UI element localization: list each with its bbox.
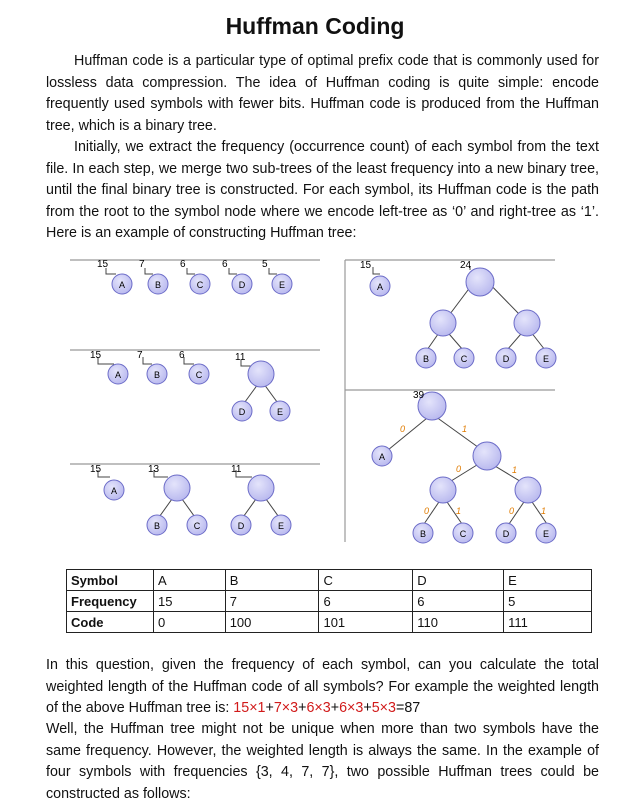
formula-term: 15×1 xyxy=(233,700,266,717)
internal-node xyxy=(248,475,274,501)
weight-label: 5 xyxy=(262,259,268,270)
table-cell: 6 xyxy=(319,591,413,612)
node-label: E xyxy=(276,407,284,417)
step4-forest xyxy=(360,260,556,368)
node-label: C xyxy=(195,370,203,380)
table-cell: 0 xyxy=(154,612,226,633)
table-cell: A xyxy=(154,570,226,591)
table-cell: 111 xyxy=(504,612,592,633)
tree-node xyxy=(97,259,132,294)
edge-label: 1 xyxy=(456,506,462,516)
row-header: Frequency xyxy=(67,591,154,612)
table-cell: 7 xyxy=(225,591,319,612)
tree-node xyxy=(139,259,168,294)
node-label: D xyxy=(238,407,246,417)
node-label: D xyxy=(502,529,510,539)
weight-label: 11 xyxy=(235,352,246,363)
weight-label: 15 xyxy=(90,350,102,361)
weight-label: 11 xyxy=(231,464,242,475)
table-row xyxy=(67,612,592,633)
page-title: Huffman Coding xyxy=(225,13,405,39)
weight-label: 15 xyxy=(90,464,102,475)
node-label: E xyxy=(542,354,550,364)
internal-node xyxy=(514,310,540,336)
intro-paragraph: Huffman code is a particular type of optimal prefix code that is commonly used for lossless data compression. The idea of Huffman coding is quite simple: encode frequently used symbols with fewer bits. Huffman code is produced from the Huffman tree, which is a binary tree. xyxy=(46,53,599,134)
huffman-tree-figure xyxy=(60,252,580,552)
internal-node xyxy=(248,361,274,387)
formula-term: 5×3 xyxy=(371,700,396,717)
edge-label: 0 xyxy=(424,506,430,516)
node-label: A xyxy=(110,486,118,496)
weight-label: 15 xyxy=(97,259,109,270)
huffman-code-table xyxy=(66,569,592,633)
node-label: C xyxy=(459,529,467,539)
weight-label: 13 xyxy=(148,464,160,475)
node-label: B xyxy=(419,529,427,539)
table-cell: 15 xyxy=(154,591,226,612)
formula-term: 7×3 xyxy=(273,700,299,717)
tree-node xyxy=(180,259,210,294)
node-label: A xyxy=(378,452,386,462)
node-label: D xyxy=(238,280,246,290)
edge-label: 0 xyxy=(400,424,406,434)
weight-label: 15 xyxy=(360,260,372,271)
internal-node xyxy=(515,477,541,503)
tree-node xyxy=(222,259,252,294)
step3-forest xyxy=(90,464,291,535)
weight-label: 6 xyxy=(179,350,185,361)
weight-label: 6 xyxy=(222,259,228,270)
table-cell: 101 xyxy=(319,612,413,633)
row-header: Symbol xyxy=(67,570,154,591)
final-tree xyxy=(372,390,556,543)
table-cell: 110 xyxy=(413,612,504,633)
weight-label: 24 xyxy=(460,260,472,271)
node-label: E xyxy=(278,280,286,290)
table-row xyxy=(67,570,592,591)
node-label: C xyxy=(460,354,468,364)
node-label: A xyxy=(376,282,384,292)
node-label: B xyxy=(422,354,430,364)
node-label: C xyxy=(196,280,204,290)
internal-node xyxy=(473,442,501,470)
node-label: D xyxy=(502,354,510,364)
weight-label: 39 xyxy=(413,390,425,401)
weight-label: 6 xyxy=(180,259,186,270)
internal-node xyxy=(466,268,494,296)
node-label: E xyxy=(277,521,285,531)
table-cell: 5 xyxy=(504,591,592,612)
node-label: D xyxy=(237,521,245,531)
formula-result: 87 xyxy=(404,700,421,717)
node-label: E xyxy=(542,529,550,539)
construction-paragraph: Initially, we extract the frequency (occurrence count) of each symbol from the text file. In each step, we merge two sub-trees of the least frequency into a new binary tree, until the final binary tree is constructed. For each symbol, its Huffman code is the path from the root to the symbol node where we encode left-tree as ‘0’ and right-tree as ‘1’. Here is an example of constructing Huffman tree: xyxy=(46,139,599,242)
internal-node xyxy=(164,475,190,501)
node-label: B xyxy=(153,521,161,531)
edge-label: 1 xyxy=(541,506,547,516)
tree-node xyxy=(262,259,292,294)
question-paragraph: In this question, given the frequency of each symbol, can you calculate the total weighted length of the Huffman code of all symbols? For example the weighted length of the above Huffman tree is: 15×1+7×3+6×3+6×3+5×3=87 xyxy=(46,657,599,717)
table-cell: E xyxy=(504,570,592,591)
formula-term: 6×3 xyxy=(339,700,364,717)
table-row xyxy=(67,591,592,612)
weight-label: 7 xyxy=(139,259,145,270)
edge-label: 0 xyxy=(456,464,462,474)
node-label: A xyxy=(118,280,126,290)
edge-label: 1 xyxy=(512,465,518,475)
uniqueness-paragraph: Well, the Huffman tree might not be unique when more than two symbols have the same frequency. However, the weighted length is always the same. In the example of four symbols with frequencies {3, 4, 7, 7}, two possible Huffman trees could be constructed as follows: xyxy=(46,721,599,802)
edge-label: 1 xyxy=(462,424,468,434)
question-text: In this question, given the frequency of each symbol, can you calculate the total weighted length of the Huffman code of all symbols? For example the weighted length of the above Huffman tree is: xyxy=(46,657,599,717)
internal-node xyxy=(430,310,456,336)
formula-term: 6×3 xyxy=(306,700,331,717)
step2-forest xyxy=(90,350,290,421)
edge-label: 0 xyxy=(509,506,515,516)
table-cell: D xyxy=(413,570,504,591)
step1-forest xyxy=(97,259,292,294)
weight-label: 7 xyxy=(137,350,143,361)
node-label: B xyxy=(154,280,162,290)
table-cell: 6 xyxy=(413,591,504,612)
table-cell: C xyxy=(319,570,413,591)
node-label: B xyxy=(153,370,161,380)
table-cell: 100 xyxy=(225,612,319,633)
table-cell: B xyxy=(225,570,319,591)
node-label: C xyxy=(193,521,201,531)
internal-node xyxy=(430,477,456,503)
node-label: A xyxy=(114,370,122,380)
row-header: Code xyxy=(67,612,154,633)
